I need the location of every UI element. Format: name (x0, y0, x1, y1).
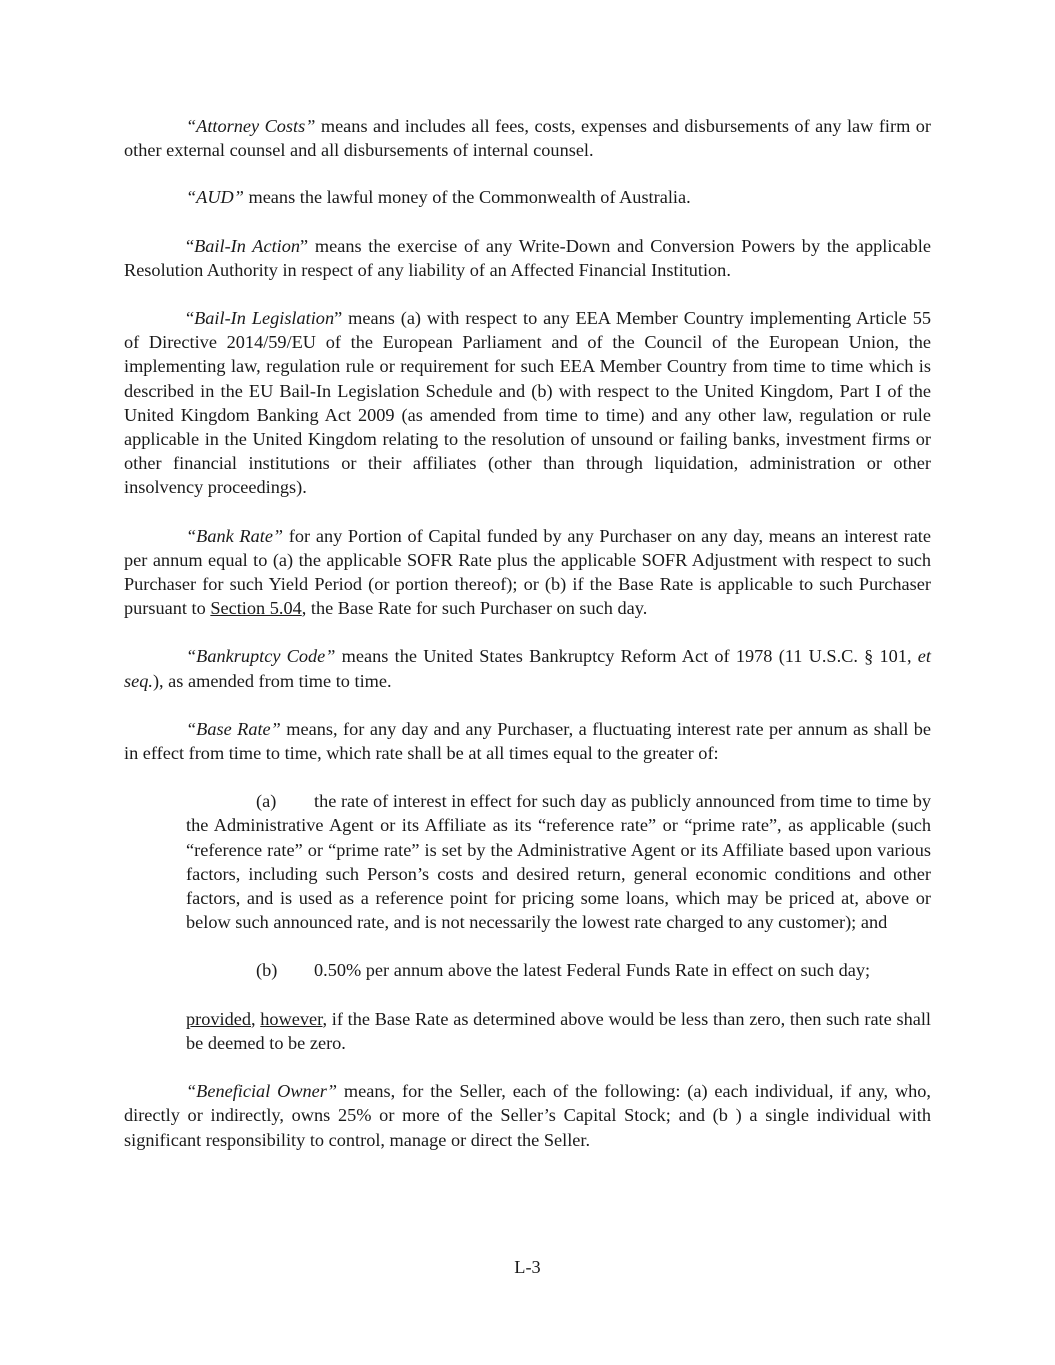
definition-bail-in-action (124, 234, 931, 282)
defined-term: Bail-In Action (194, 235, 301, 256)
italic-phrase: et seq. (124, 646, 931, 691)
proviso-word: however (260, 1008, 323, 1029)
definition-beneficial-owner (124, 1079, 931, 1152)
clause-text: the rate of interest in effect for such day as publicly announced from time to time by the Administrative Agent or its Affiliate as its “reference rate” or “prime rate”, as applicable (such “reference rate” or “prime rate” is set by the Administrative Agent or its Affiliate based upon various factors, including such Person’s costs and desired return, general economic conditions and other factors, and is used as a reference point for pricing some loans, which may be priced at, above or below such announced rate, and is not necessarily the lowest rate charged to any customer); and (186, 791, 931, 933)
defined-term: “Bankruptcy Code” (186, 646, 336, 667)
clause-text: 0.50% per annum above the latest Federal Funds Rate in effect on such day; (314, 960, 871, 981)
defined-term: “AUD” (186, 187, 244, 208)
open-quote: “ (186, 235, 195, 256)
page-number: L-3 (514, 1257, 541, 1277)
definition-text: for any Portion of Capital funded by any Purchaser on any day, means an interest rate per annum equal to (a) the applicable SOFR Rate plus the applicable SOFR Adjustment with respect to such Purchaser for such Yield Period (or portion thereof); or (b) if the Base Rate is applicable to such Purchaser pursuant to (124, 525, 932, 619)
definition-text: ” means (a) with respect to any EEA Member Country implementing Article 55 of Directive 2014/59/EU of the European Parliament and of the Council of the European Union, the implementing law, regulation rule or requirement for such EEA Member Country from time to time which is described in the EU Bail-In Legislation Schedule and (b) with respect to the United Kingdom, Part I of the United Kingdom Banking Act 2009 (as amended from time to time) and any other law, regulation or rule applicable in the United Kingdom relating to the resolution of unsound or failing banks, investment firms or other financial institutions or their affiliates (other than through liquidation, administration or other insolvency proceedings). (124, 308, 931, 498)
definition-text: ” means the exercise of any Write-Down and Conversion Powers by the applicable Resolution Authority in respect of any liability of an Affected Financial Institution. (124, 235, 931, 280)
defined-term: “Bank Rate” (186, 525, 284, 546)
clause-label: (b) (256, 960, 278, 981)
definition-text: means, for the Seller, each of the following: (a) each individual, if any, who, directly or indirectly, owns 25% or more of the Seller’s Capital Stock; and (b ) a single individual with significant responsibility to control, manage or direct the Seller. (124, 1081, 932, 1150)
proviso-text: , if the Base Rate as determined above would be less than zero, then such rate shall be deemed to be zero. (186, 1008, 931, 1053)
proviso-separator: , (250, 1008, 261, 1029)
definition-text: means the United States Bankruptcy Reform Act of 1978 (11 U.S.C. § 101, (335, 646, 918, 667)
definition-text: means, for any day and any Purchaser, a fluctuating interest rate per annum as shall be in effect from time to time, which rate shall be at all times equal to the greater of: (124, 718, 931, 764)
definition-text: means the lawful money of the Commonwealth of Australia. (243, 187, 691, 208)
document-page (124, 114, 931, 1152)
base-rate-proviso (186, 1007, 931, 1055)
definition-aud (124, 185, 931, 209)
definition-attorney-costs (124, 114, 931, 162)
definition-text-cont: ), as amended from time to time. (152, 670, 392, 691)
clause-label: (a) (256, 791, 277, 812)
definition-text: means and includes all fees, costs, expenses and disbursements of any law firm or other external counsel and all disbursements of internal counsel. (124, 116, 931, 161)
defined-term: “Base Rate” (186, 718, 281, 739)
base-rate-clause-b (186, 958, 931, 982)
definition-bankruptcy-code (124, 644, 931, 692)
proviso-word: provided (186, 1008, 251, 1029)
definition-bail-in-legislation (124, 306, 931, 500)
defined-term: “Attorney Costs” (186, 116, 316, 136)
definition-text-cont: , the Base Rate for such Purchaser on such day. (301, 598, 648, 619)
definition-bank-rate (124, 524, 931, 621)
section-reference-link: Section 5.04 (210, 598, 302, 619)
defined-term: “Beneficial Owner” (186, 1081, 338, 1102)
open-quote: “ (186, 308, 195, 329)
base-rate-clause-a (186, 789, 931, 934)
definition-base-rate (124, 717, 931, 765)
defined-term: Bail-In Legislation (194, 308, 335, 329)
